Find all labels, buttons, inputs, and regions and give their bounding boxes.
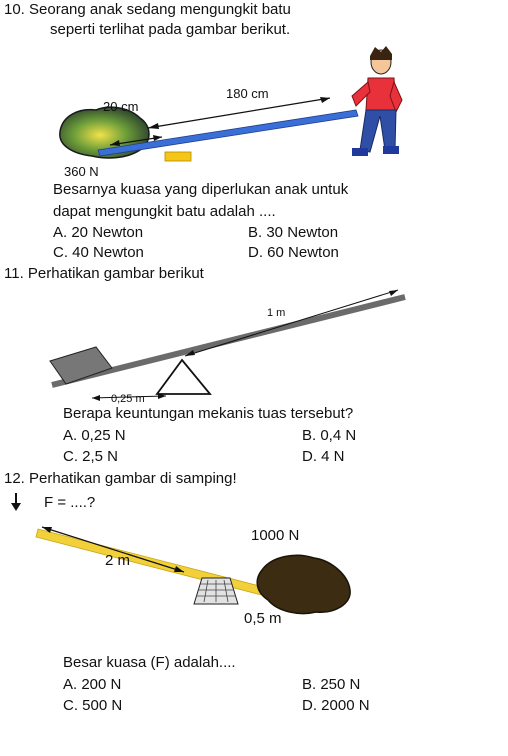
q11-label-1m: 1 m <box>267 307 286 319</box>
q10-option-c: C. 40 Newton <box>53 244 144 261</box>
q12-title: 12. Perhatikan gambar di samping! <box>4 470 237 487</box>
q11-option-c: C. 2,5 N <box>63 448 119 465</box>
q12-label-2m: 2 m <box>105 552 131 569</box>
q11-title: 11. Perhatikan gambar berikut <box>4 265 204 282</box>
q12-prompt: Besar kuasa (F) adalah.... <box>63 654 236 671</box>
q11-option-b: B. 0,4 N <box>302 427 357 444</box>
q10-prompt2: dapat mengungkit batu adalah .... <box>53 203 276 220</box>
q11-label-025m: 0,25 m <box>111 393 145 405</box>
q10-label-20cm: 20 cm <box>103 99 139 114</box>
q11-option-d: D. 4 N <box>302 448 345 465</box>
q10-prompt1: Besarnya kuasa yang diperlukan anak untuk <box>53 181 349 198</box>
q12-option-c: C. 500 N <box>63 697 123 714</box>
q10-label-360n: 360 N <box>64 164 99 179</box>
q12-option-b: B. 250 N <box>302 676 361 693</box>
q12-option-a: A. 200 N <box>63 676 122 693</box>
q12-option-d: D. 2000 N <box>302 697 370 714</box>
q12-label-1000n: 1000 N <box>251 527 300 544</box>
q10-label-180cm: 180 cm <box>226 86 269 101</box>
q10-line2: seperti terlihat pada gambar berikut. <box>50 21 291 38</box>
q11-prompt: Berapa keuntungan mekanis tuas tersebut? <box>63 405 354 422</box>
q11-option-a: A. 0,25 N <box>63 427 126 444</box>
q12-label-force: F = ....? <box>44 494 96 511</box>
q10-option-d: D. 60 Newton <box>248 244 339 261</box>
q10-option-a: A. 20 Newton <box>53 224 144 241</box>
down-arrow-icon <box>11 503 21 511</box>
q12-label-05m: 0,5 m <box>244 610 282 627</box>
q10-line1: 10. Seorang anak sedang mengungkit batu <box>4 1 291 18</box>
rock-shape <box>257 555 350 613</box>
q10-option-b: B. 30 Newton <box>248 224 339 241</box>
